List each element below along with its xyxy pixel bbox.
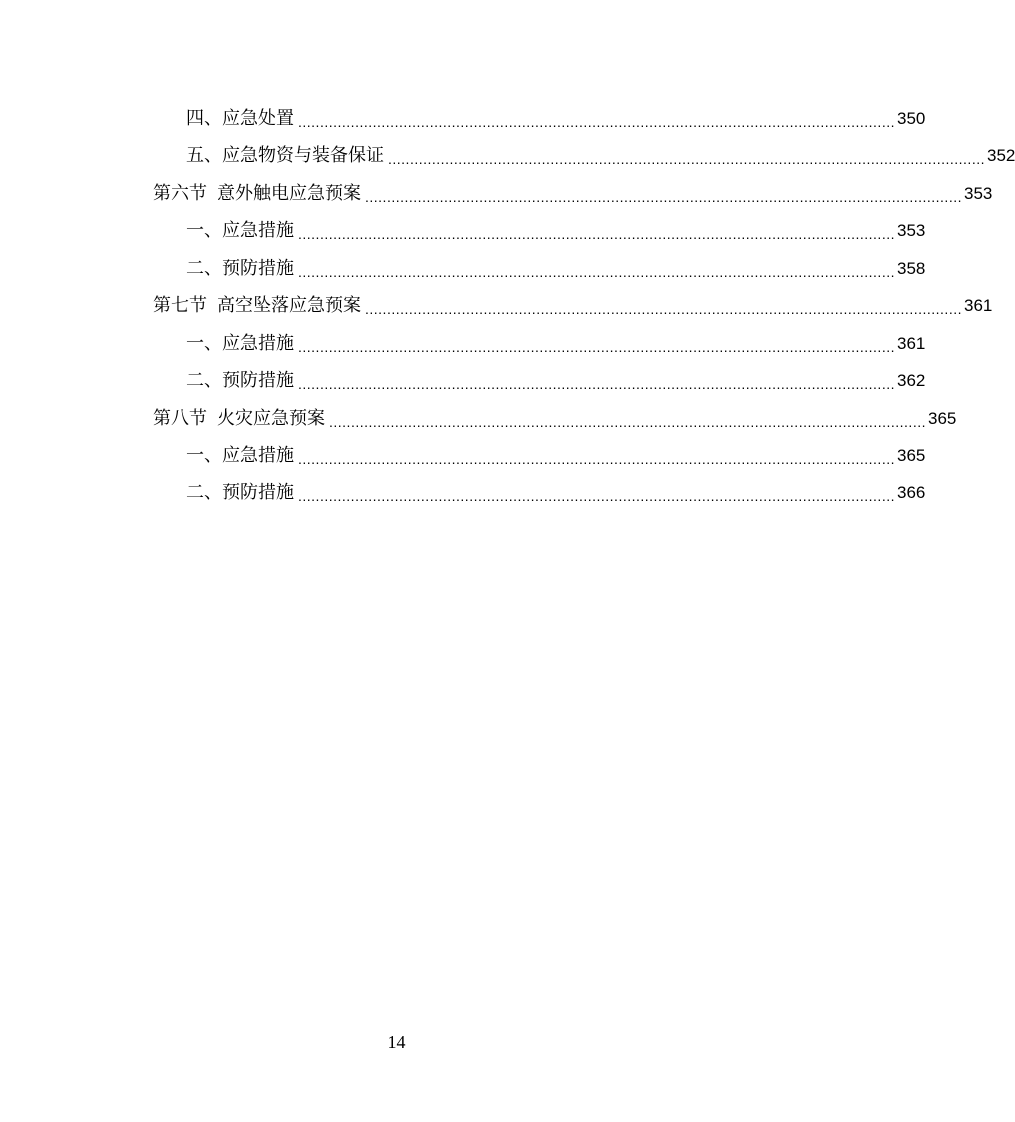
toc-section-number: 第八节 (153, 408, 207, 429)
toc-entry-page: 366 (897, 483, 926, 502)
toc-entry-title: 四、应急处置 (186, 108, 294, 129)
toc-section-title: 高空坠落应急预案 (217, 295, 361, 316)
toc-entry-page: 352 (987, 146, 1015, 165)
toc-dot-leader: ........................................................................................................................................ (298, 376, 895, 392)
toc-entry-page: 350 (897, 109, 926, 128)
toc-entry-section[interactable] (153, 402, 957, 436)
page-number: 14 (387, 1032, 406, 1052)
toc-entry-title: 一、应急措施 (186, 445, 294, 466)
toc-entry[interactable] (186, 327, 926, 361)
toc-entry-page: 362 (897, 371, 926, 390)
toc-entry-title: 二、预防措施 (186, 258, 294, 279)
toc-dot-leader: ........................................................................................................................................ (298, 264, 895, 280)
toc-entry[interactable] (186, 102, 926, 136)
toc-entry-title: 一、应急措施 (186, 333, 294, 354)
toc-entry-title (153, 289, 361, 323)
toc-entry-title: 五、应急物资与装备保证 (186, 145, 384, 166)
toc-entry[interactable] (186, 364, 926, 398)
toc-dot-leader: ........................................................................................................................................ (298, 114, 895, 130)
toc-dot-leader: ........................................................................................................................................ (365, 301, 962, 317)
toc-entry[interactable] (186, 139, 1015, 173)
toc-dot-leader: ........................................................................................................................................ (298, 488, 895, 504)
toc-entry[interactable] (186, 252, 926, 286)
toc-dot-leader: ........................................................................................................................................ (388, 151, 985, 167)
toc-entry-page: 365 (928, 409, 957, 428)
toc-dot-leader: ........................................................................................................................................ (298, 339, 895, 355)
toc-section-number: 第六节 (153, 183, 207, 204)
toc-entry-page: 353 (897, 221, 926, 240)
toc-entry[interactable] (186, 439, 926, 473)
toc-entry-section[interactable] (153, 177, 993, 211)
toc-dot-leader: ........................................................................................................................................ (298, 226, 895, 242)
toc-dot-leader: ........................................................................................................................................ (329, 414, 926, 430)
toc-section-number: 第七节 (153, 295, 207, 316)
toc-dot-leader: ........................................................................................................................................ (298, 451, 895, 467)
toc-entry-title: 二、预防措施 (186, 370, 294, 391)
toc-section-title: 意外触电应急预案 (217, 183, 361, 204)
toc-entry[interactable] (186, 214, 926, 248)
toc-entry-page: 361 (897, 334, 926, 353)
toc-entry-section[interactable] (153, 289, 993, 323)
toc-entry-title: 二、预防措施 (186, 482, 294, 503)
toc-dot-leader: ........................................................................................................................................ (365, 189, 962, 205)
toc-entry-title (153, 177, 361, 211)
toc-section-title: 火灾应急预案 (217, 408, 325, 429)
toc-entry-page: 353 (964, 184, 993, 203)
toc-entry[interactable] (186, 476, 926, 510)
toc-entry-page: 358 (897, 259, 926, 278)
toc-entry-title: 一、应急措施 (186, 220, 294, 241)
toc-entry-page: 365 (897, 446, 926, 465)
toc-entry-page: 361 (964, 296, 993, 315)
toc-entry-title (153, 402, 325, 436)
